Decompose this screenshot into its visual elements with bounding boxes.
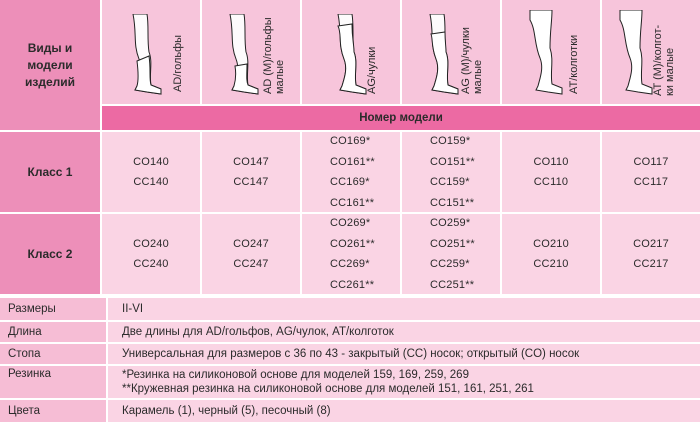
info-value: II-VI <box>122 303 144 315</box>
info-value: **Кружевная резинка на силиконовой основе для моделей 151, 161, 251, 261 <box>122 383 534 395</box>
column-header-ag-m <box>402 0 500 104</box>
model-code: CC117 <box>633 176 669 188</box>
class-2-models-ad-m <box>202 214 300 294</box>
model-code: CO210 <box>533 237 569 250</box>
info-value-colors <box>108 400 700 422</box>
model-code: CO140 <box>133 155 169 168</box>
class-1-models-ag <box>302 132 400 212</box>
model-code: CC261** <box>330 278 375 291</box>
column-label: AD/гольфы <box>172 34 184 92</box>
class-2-models-ag <box>302 214 400 294</box>
model-code: CO269* <box>330 217 371 229</box>
column-header-ad-m <box>202 0 300 104</box>
model-code: CC210 <box>533 258 569 270</box>
class-1-models-ad-m <box>202 132 300 212</box>
model-code: CC247 <box>233 258 269 270</box>
class-1-label-cell <box>0 132 100 212</box>
column-label: AT/колготки <box>568 34 580 94</box>
leg-knee-sock-short-icon <box>224 14 264 96</box>
class-1-models-ad <box>102 132 200 212</box>
column-header-at <box>502 0 600 104</box>
model-code: CC161** <box>330 196 375 209</box>
model-number-label: Номер модели <box>359 112 443 124</box>
info-label: Длина <box>8 326 42 338</box>
info-value: Универсальная для размеров с 36 по 43 - закрытый (CC) носок; открытый (CO) носок <box>122 348 580 360</box>
model-code: CO110 <box>533 155 569 168</box>
model-code: CC169* <box>330 176 370 188</box>
class-2-models-ag-m <box>402 214 500 294</box>
model-code: CC251** <box>430 278 475 291</box>
model-code: CO247 <box>233 237 269 250</box>
model-code: CO240 <box>133 237 169 250</box>
model-code: CO169* <box>330 135 371 147</box>
model-code: CO259* <box>430 217 471 229</box>
class-2-label-cell <box>0 214 100 294</box>
info-value-foot <box>108 344 700 364</box>
info-label-sizes <box>0 298 106 320</box>
column-label: AD (M)/гольфы малые <box>262 17 286 94</box>
column-header-ag <box>302 0 400 104</box>
info-label: Стопа <box>8 348 41 360</box>
model-code: CO159* <box>430 135 471 147</box>
column-header-ad <box>102 0 200 104</box>
model-code: CC140 <box>133 176 169 188</box>
class-label: Класс 1 <box>27 165 73 179</box>
class-2-models-at-m <box>602 214 700 294</box>
info-label: Размеры <box>8 303 56 315</box>
model-code: CC151** <box>430 196 475 209</box>
model-code: CO161** <box>330 155 375 168</box>
info-label-colors <box>0 400 106 422</box>
column-label: AG (M)/чулки малые <box>460 27 484 94</box>
info-label-length <box>0 322 106 342</box>
model-code: CO261** <box>330 237 375 250</box>
class-1-models-at <box>502 132 600 212</box>
model-code: CC159* <box>430 176 470 188</box>
info-label: Цвета <box>8 405 41 417</box>
info-value-length <box>108 322 700 342</box>
class-2-models-at <box>502 214 600 294</box>
info-label-band <box>0 366 106 398</box>
info-label: Резинка <box>8 368 52 380</box>
model-code: CO147 <box>233 155 269 168</box>
info-value-sizes <box>108 298 700 320</box>
class-label: Класс 2 <box>27 247 73 261</box>
header-title-cell <box>0 0 100 130</box>
column-label: AG/чулки <box>366 46 378 94</box>
class-1-models-ag-m <box>402 132 500 212</box>
info-value: Две длины для AD/гольфов, AG/чулок, AT/колготок <box>122 326 394 338</box>
model-code: CO251** <box>430 237 475 250</box>
leg-tights-icon <box>528 10 568 96</box>
model-number-bar <box>102 106 700 130</box>
header-title: Виды и модели изделий <box>24 40 75 89</box>
leg-knee-sock-icon <box>127 14 167 96</box>
model-code: CO117 <box>633 155 669 168</box>
model-code: CC259* <box>430 258 470 270</box>
model-code: CC217 <box>633 258 669 270</box>
class-1-models-at-m <box>602 132 700 212</box>
model-code: CO217 <box>633 237 669 250</box>
class-2-models-ad <box>102 214 200 294</box>
model-code: CC269* <box>330 258 370 270</box>
info-value: *Резинка на силиконовой основе для моделей 159, 169, 259, 269 <box>122 369 469 381</box>
info-value: Карамель (1), черный (5), песочный (8) <box>122 405 331 417</box>
leg-stocking-short-icon <box>424 14 464 96</box>
column-header-at-m <box>602 0 700 104</box>
info-label-foot <box>0 344 106 364</box>
model-code: CC147 <box>233 176 269 188</box>
model-code: CC110 <box>533 176 569 188</box>
model-code: CC240 <box>133 258 169 270</box>
column-label: AT (M)/колгот- ки малые <box>652 24 676 96</box>
model-code: CO151** <box>430 155 475 168</box>
info-value-band <box>108 366 700 398</box>
